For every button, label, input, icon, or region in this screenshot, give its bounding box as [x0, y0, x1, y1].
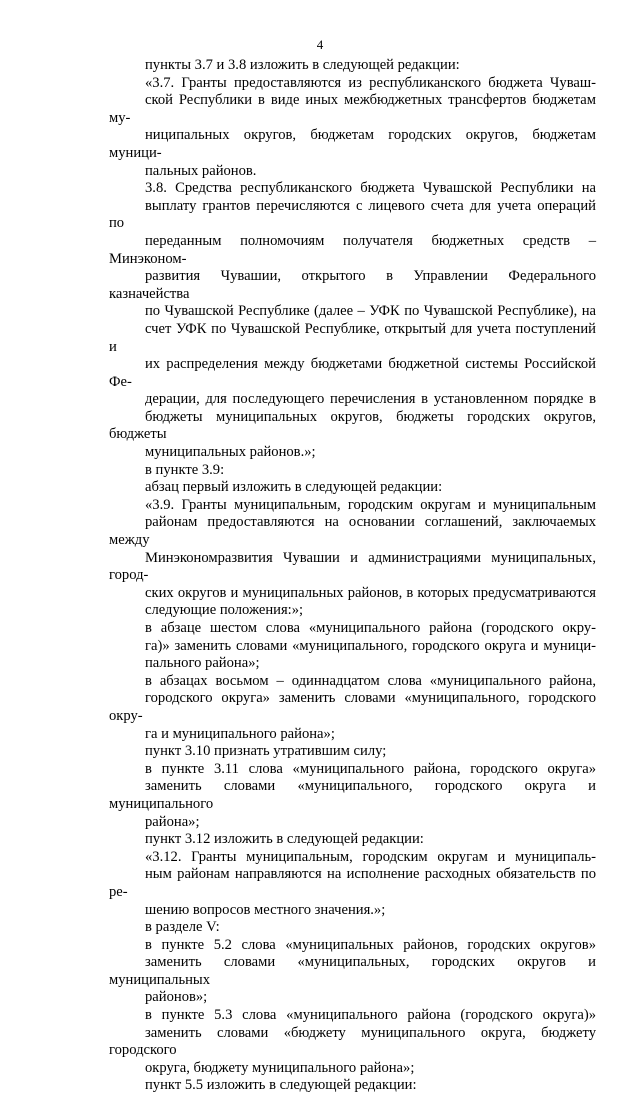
text-line: Минэкономразвития Чувашии и администрациями муниципальных, город- — [109, 549, 596, 584]
text-line: заменить словами «муниципальных, городских округов и муниципальных — [109, 954, 596, 988]
paragraph — [109, 743, 596, 761]
page-number: 4 — [316, 37, 324, 52]
text-line: в пункте 5.3 слова «муниципального района (городского округа)» — [145, 1007, 596, 1024]
text-line: выплату грантов перечисляются с лицевого счета для учета операций по — [109, 197, 596, 232]
text-line: по Чувашской Республике (далее – УФК по Чувашской Республике), на — [145, 303, 596, 320]
text-line: «3.12. Гранты муниципальным, городским округам и муниципаль- — [145, 848, 596, 865]
text-line: ской Республики в виде иных межбюджетных трансфертов бюджетам му- — [109, 92, 596, 126]
text-line: пункт 3.12 изложить в следующей редакции: — [145, 831, 424, 848]
text-line: следующие положения:»; — [145, 602, 304, 619]
text-line: ниципальных округов, бюджетам городских округов, бюджетам муници- — [109, 127, 596, 161]
text-line: 3.8. Средства республиканского бюджета Чувашской Республики на — [145, 180, 596, 197]
text-line: районам предоставляются на основании соглашений, заключаемых между — [109, 514, 596, 549]
text-line: муниципальных районов.»; — [145, 444, 316, 461]
text-line: округа, бюджету муниципального района»; — [145, 1059, 415, 1076]
paragraph — [109, 831, 596, 849]
text-line: «3.7. Гранты предоставляются из республиканского бюджета Чуваш- — [145, 74, 596, 91]
text-line: заменить словами «бюджету муниципального округа, бюджету городского — [109, 1024, 596, 1059]
paragraph — [109, 761, 596, 831]
text-line: ным районам направляются на исполнение расходных обязательств по ре- — [109, 866, 596, 900]
paragraph — [109, 462, 596, 480]
paragraph — [109, 620, 596, 673]
paragraph — [109, 1007, 596, 1077]
text-line: шению вопросов местного значения.»; — [145, 901, 386, 918]
paragraph — [109, 849, 596, 919]
text-line: дерации, для последующего перечисления в установленном порядке в — [145, 391, 596, 408]
text-line: переданным полномочиям получателя бюджетных средств – Минэконом- — [109, 232, 596, 267]
text-line: пальных районов. — [145, 162, 257, 179]
text-line: заменить словами «муниципального, городского округа и муниципального — [109, 778, 596, 812]
text-line: бюджеты муниципальных округов, бюджеты городских округов, бюджеты — [109, 408, 596, 443]
text-line: ских округов и муниципальных районов, в которых предусматриваются — [145, 584, 596, 601]
text-line: развития Чувашии, открытого в Управлении Федерального казначейства — [109, 268, 596, 302]
text-line: абзац первый изложить в следующей редакции: — [145, 479, 443, 496]
paragraph — [109, 479, 596, 497]
paragraph — [109, 673, 596, 743]
text-line: в разделе V: — [145, 919, 220, 936]
text-line: городского округа» заменить словами «муниципального, городского окру- — [109, 690, 596, 724]
text-line: га и муниципального района»; — [145, 725, 335, 742]
paragraph — [109, 57, 596, 75]
text-line: в пункте 3.11 слова «муниципального района, городского округа» — [145, 760, 596, 777]
text-line: в абзаце шестом слова «муниципального района (городского окру- — [145, 620, 596, 636]
paragraph — [109, 180, 596, 462]
paragraph — [109, 497, 596, 620]
text-line: «3.9. Гранты муниципальным, городским округам и муниципальным — [145, 496, 596, 513]
text-line: га)» заменить словами «муниципального, городского округа и муници- — [145, 637, 596, 654]
text-line: в пункте 5.2 слова «муниципальных районов, городских округов» — [145, 936, 596, 953]
text-line: счет УФК по Чувашской Республике, открытый для учета поступлений и — [109, 320, 596, 355]
text-line: пункт 5.5 изложить в следующей редакции: — [145, 1077, 417, 1094]
text-line: пункт 3.10 признать утратившим силу; — [145, 743, 387, 760]
paragraph — [109, 1077, 596, 1095]
text-line: в пункте 3.9: — [145, 461, 225, 478]
text-line: пункты 3.7 и 3.8 изложить в следующей редакции: — [145, 57, 460, 73]
text-line: пального района»; — [145, 655, 260, 672]
paragraph — [109, 937, 596, 1007]
text-line: их распределения между бюджетами бюджетной системы Российской Фе- — [109, 356, 596, 390]
document-body — [109, 57, 596, 1095]
paragraph — [109, 919, 596, 937]
paragraph — [109, 75, 596, 181]
text-line: районов»; — [145, 989, 208, 1006]
text-line: в абзацах восьмом – одиннадцатом слова «муниципального района, — [145, 672, 596, 689]
text-line: района»; — [145, 813, 200, 830]
